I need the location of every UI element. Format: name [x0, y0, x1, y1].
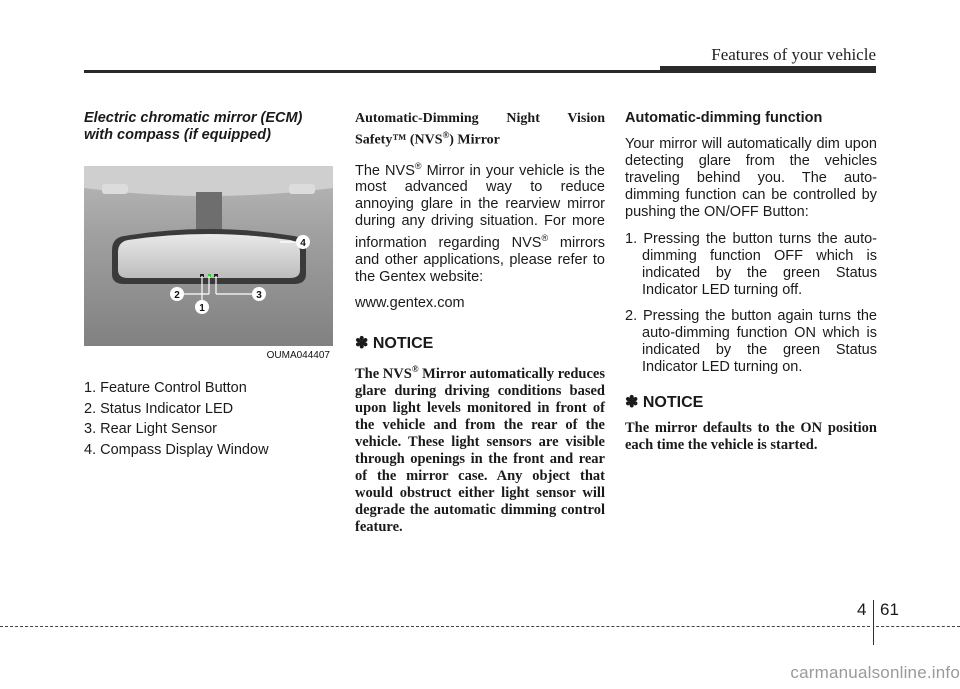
column-middle [355, 110, 605, 536]
feature-list [84, 378, 336, 460]
notice-body-text: Mirror automatically reduces glare during driving conditions based upon light levels monitored in front of the vehicle and from the rear of the vehicle. These light sensors are visible through openings in the front and rear of the mirror case. Any object that would obstruct either light sensor will degrade the automatic dimming control feature. [355, 366, 605, 536]
registered-symbol: ® [411, 364, 419, 375]
section-heading-auto-dimming: Automatic-dimming function [625, 110, 823, 126]
list-item: 4. Compass Display Window [84, 441, 269, 458]
notice-label: NOTICE [372, 335, 434, 353]
heading-text: (NVS [406, 132, 443, 148]
registered-symbol: ® [414, 160, 422, 171]
footer-rule [876, 626, 960, 627]
footer-rule [0, 626, 870, 627]
auto-dimming-paragraph: Your mirror will automatically dim upon detecting glare from the vehicles traveling behind you. The auto-dimming function can be controlled by pushing the ON/OFF Button: [625, 136, 877, 220]
heading-text: ) Mirror [449, 132, 500, 148]
notice-icon: ✽ [355, 335, 369, 353]
callout-2: 2 [174, 290, 180, 301]
running-header: Features of your vehicle [711, 45, 876, 64]
registered-symbol: ® [541, 233, 549, 244]
column-left [84, 110, 336, 460]
gentex-url: www.gentex.com [355, 295, 465, 312]
notice-text [355, 361, 605, 536]
section-heading-ecm [84, 110, 336, 144]
notice-heading [625, 392, 877, 412]
section-heading-nvs [355, 110, 605, 149]
nvs-paragraph [355, 158, 605, 287]
list-item: 1. Pressing the button turns the auto-dimming function OFF which is indicated by the green Status Indicator LED turning off. [625, 231, 877, 298]
heading-line-1: Electric chromatic mirror (ECM) [84, 110, 303, 126]
body-text: mirrors and other applications, please refer to the Gentex website: [355, 235, 605, 286]
notice-text: The mirror defaults to the ON position each time the vehicle is started. [625, 420, 877, 453]
photo-code: OUMA044407 [266, 350, 330, 361]
heading-text: Automatic-Dimming Night Vision Safety [355, 111, 605, 148]
list-item: 2. Pressing the button again turns the auto-dimming function ON which is indicated by the green Status Indicator LED turning on. [625, 308, 877, 375]
heading-line-2: with compass (if equipped) [84, 127, 271, 143]
watermark: carmanualsonline.info [790, 663, 960, 682]
registered-symbol: ® [442, 130, 450, 140]
notice-heading [355, 333, 605, 353]
header-rule-accent [660, 66, 876, 73]
steps-list [625, 231, 877, 376]
mirror-illustration [84, 166, 333, 363]
callout-3: 3 [256, 290, 262, 301]
chapter-number: 4 [857, 600, 867, 619]
page-number-separator [873, 600, 874, 645]
callout-1: 1 [199, 303, 205, 314]
column-right [625, 110, 877, 454]
notice-icon: ✽ [625, 394, 639, 411]
notice-body-text: The NVS [355, 366, 412, 383]
body-text: The NVS [355, 162, 415, 179]
mirror-photo [84, 166, 333, 363]
list-item: 1. Feature Control Button [84, 380, 247, 396]
body-text: Mirror in your vehicle is the most advanced way to reduce annoying glare in the rearview mirror during any driving situation. For more information regarding NVS [355, 162, 605, 252]
page-number: 61 [880, 600, 899, 619]
callout-4: 4 [300, 238, 306, 249]
trademark-symbol: ™ [392, 132, 407, 148]
list-item: 3. Rear Light Sensor [84, 421, 217, 437]
notice-label: NOTICE [642, 394, 704, 411]
list-item: 2. Status Indicator LED [84, 400, 234, 417]
